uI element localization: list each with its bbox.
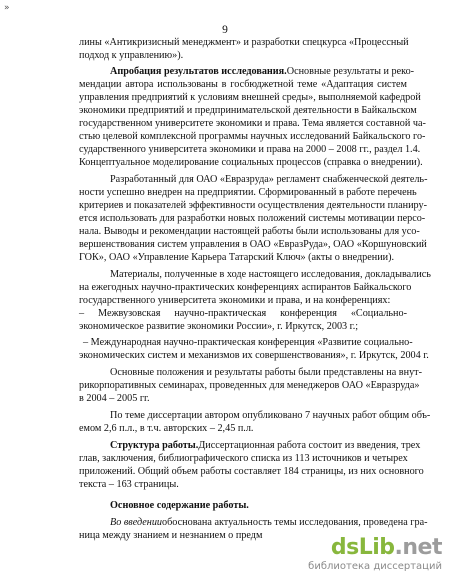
corner-mark: »	[4, 3, 10, 13]
structure-line	[110, 440, 421, 452]
list-item: – Межвузовская научно-практическая конференция «Социально-	[79, 308, 407, 319]
list-item: – Международная научно-практическая конференция «Развитие социально-	[83, 337, 413, 348]
text-line: ется использовать для разработки новых положений системы мотивации персо-	[79, 213, 426, 224]
text-line: глав, заключения, библиографического списка из 113 источников и четырех	[79, 453, 408, 464]
watermark-logo	[300, 536, 442, 574]
approbation-heading: Апробация результатов исследования.	[110, 66, 287, 77]
text-line: Разработанный для ОАО «Евразруда» регламент снабженческой деятель-	[110, 174, 428, 185]
text-line: государственном университете экономики и права. Тема является составной ча-	[79, 118, 426, 129]
text-line: Концептуальное моделирование социальных процессов (справка о внедрении).	[79, 157, 423, 168]
text-line: сударственного университета экономики и права на 2000 – 2008 гг., раздел 1.4.	[79, 144, 421, 155]
text-line: ГОК», ОАО «Управление Карьера Татарский Ключ» (акты о внедрении).	[79, 252, 395, 263]
text-line: текста – 163 страницы.	[79, 479, 179, 490]
text-line: экономическое развитие экономики России», г. Иркутск, 2003 г.;	[79, 321, 359, 332]
structure-heading: Структура работы.	[110, 440, 199, 451]
approbation-line	[110, 66, 415, 78]
page-number: 9	[222, 24, 228, 36]
intro-italic: Во введении	[110, 517, 163, 528]
watermark-logo-text: dsLib.net	[330, 535, 442, 560]
text-span: обоснована актуальность темы исследования, проведена гра-	[162, 517, 428, 528]
text-line: на ежегодных научно-практических конференциях аспирантов Байкальского	[79, 282, 412, 293]
text-line: государственного университета экономики и права, и на конференциях:	[79, 295, 391, 306]
text-line: емом 2,6 п.л., в т.ч. авторских – 2,45 п.л.	[79, 423, 254, 434]
section-heading: Основное содержание работы.	[110, 500, 249, 511]
text-line: критериев и показателей эффективности осуществления деятельности планиру-	[79, 200, 428, 211]
text-line: подход к управлению»).	[79, 50, 184, 61]
text-span: Диссертационная работа состоит из введения, трех	[198, 440, 421, 451]
text-line: мендации автора использованы в госбюджетной теме «Адаптация систем	[79, 79, 407, 90]
text-line: ности успешно внедрен на предприятии. Сформированный в работе перечень	[79, 187, 417, 198]
text-line: Материалы, полученные в ходе настоящего исследования, докладывались	[110, 269, 431, 280]
text-span: Основные результаты и реко-	[286, 66, 415, 77]
text-line: ница между знанием и незнанием о предм	[79, 530, 263, 541]
text-line: экономики предприятий и предпринимательской деятельности в Байкальском	[79, 105, 417, 116]
text-line: Основные положения и результаты работы были представлены на внут-	[110, 367, 423, 378]
text-line: вершенствования систем управления в ОАО «ЕвразРуда», ОАО «Коршуновский	[79, 239, 427, 250]
text-line: По теме диссертации автором опубликовано 7 научных работ общим объ-	[110, 410, 431, 421]
text-line: стью целевой комплексной программы научных исследований Байкальского го-	[79, 131, 426, 142]
intro-line	[110, 517, 428, 529]
text-line: нала. Выводы и рекомендации настоящей работы были использованы для усо-	[79, 226, 420, 237]
text-line: в 2004 – 2005 гг.	[79, 393, 150, 404]
text-line: лины «Антикризисный менеджмент» и разработки спецкурса «Процессный	[79, 37, 409, 48]
text-line: рикорпоративных семинарах, проведенных для менеджеров ОАО «Евразруда»	[79, 380, 420, 391]
watermark-subtitle: библиотека диссертаций	[308, 561, 442, 572]
text-line: экономических систем и механизмов их совершенствования», г. Иркутск, 2004 г.	[79, 350, 429, 361]
text-line: управления предприятий к условиям внешней среды», выполняемой кафедрой	[79, 92, 421, 103]
text-line: приложений. Общий объем работы составляет 184 страницы, из них основного	[79, 466, 424, 477]
